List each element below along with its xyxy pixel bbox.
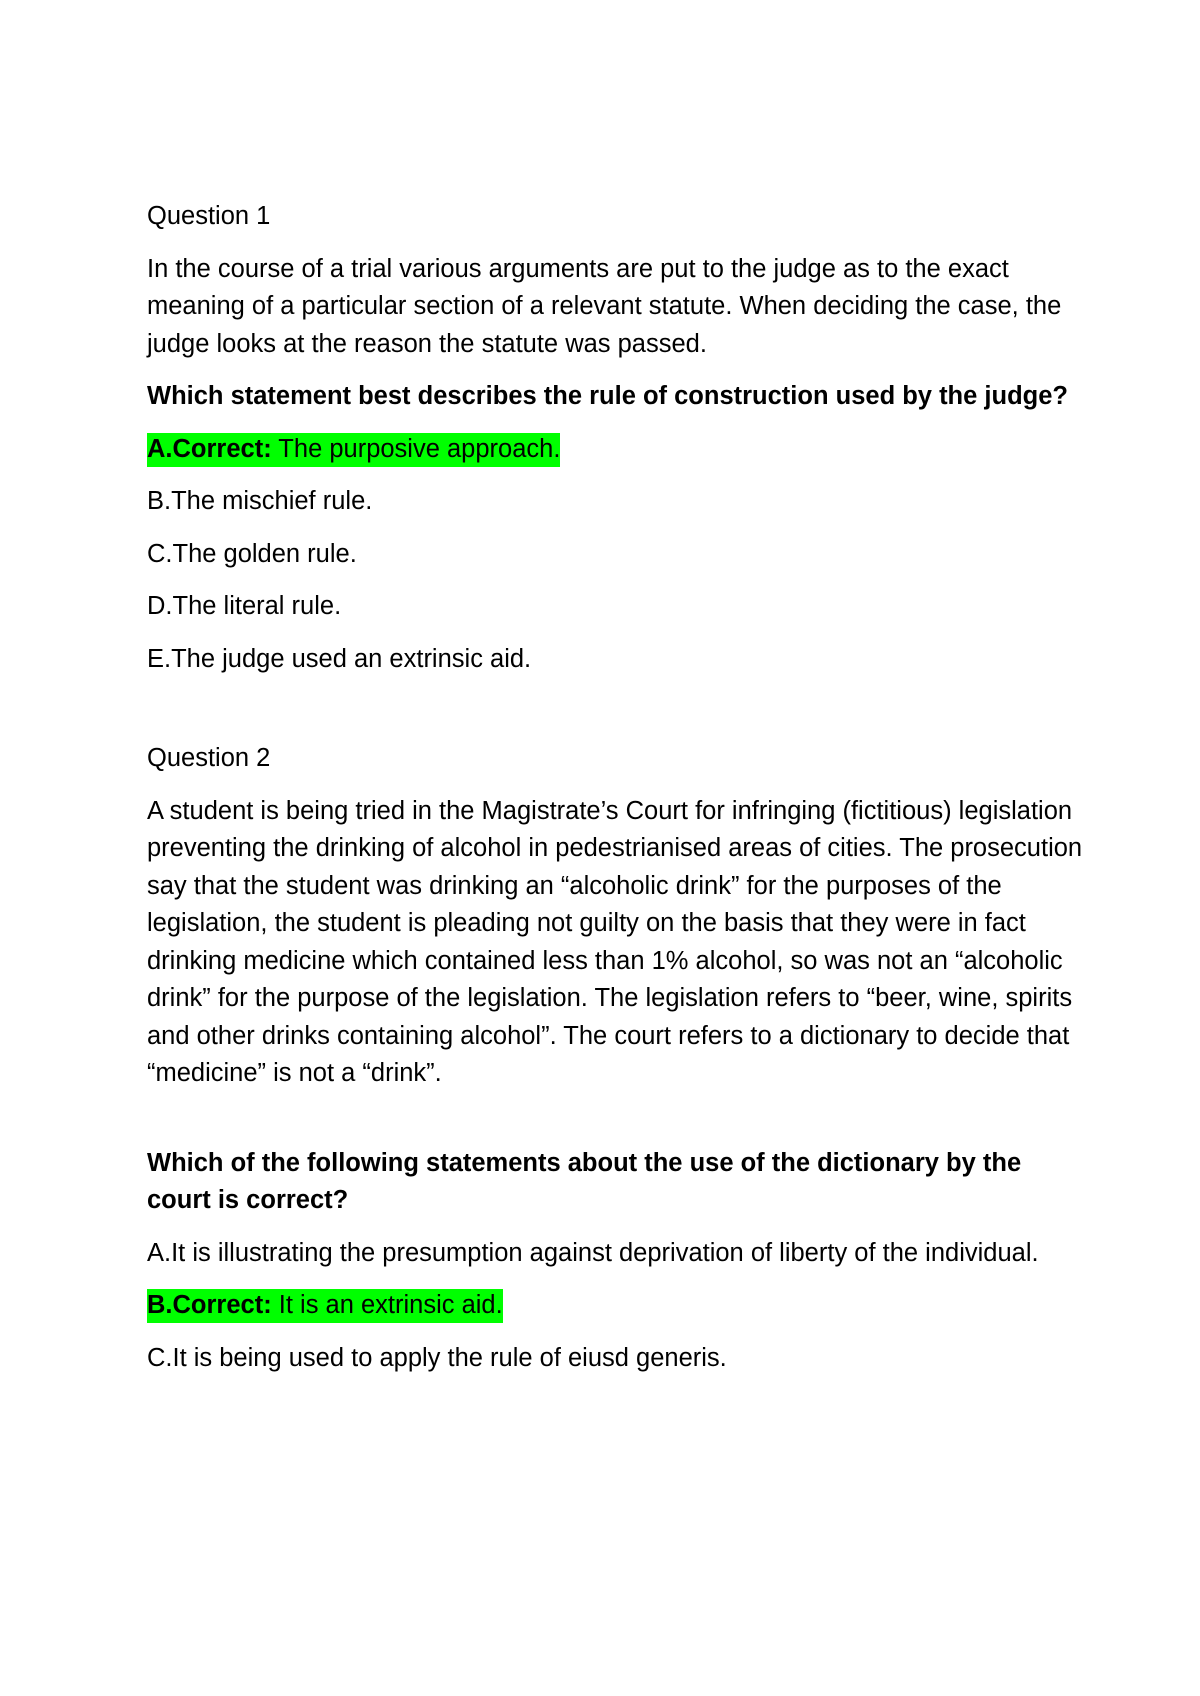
question-spacer bbox=[147, 693, 1087, 740]
option-letter: A. bbox=[147, 1238, 172, 1267]
option-letter: A. bbox=[147, 434, 173, 463]
option-c bbox=[147, 536, 1087, 574]
question-2 bbox=[147, 740, 1087, 1377]
option-e bbox=[147, 641, 1087, 679]
question-heading: Question 1 bbox=[147, 202, 271, 230]
question-scenario: In the course of a trial various arguments are put to the judge as to the exact meaning of a particular section of a relevant statute. When deciding the case, the judge looks at the reason the statute was passed. bbox=[147, 254, 1062, 358]
option-b bbox=[147, 1287, 1087, 1325]
option-text: The purposive approach. bbox=[271, 434, 561, 463]
option-a bbox=[147, 1235, 1087, 1273]
question-1 bbox=[147, 198, 1087, 678]
question-scenario: A student is being tried in the Magistrate’s Court for infringing (fictitious) legislation preventing the drinking of alcohol in pedestrianised areas of cities. The prosecution say that the student was drinking an “alcoholic drink” for the purposes of the legislation, the student is pleading not guilty on the basis that they were in fact drinking medicine which contained less than 1% alcohol, so was not an “alcoholic drink” for the purpose of the legislation. The legislation refers to “beer, wine, spirits and other drinks containing alcohol”. The court refers to a dictionary to decide that “medicine” is not a “drink”. bbox=[147, 796, 1083, 1087]
prompt-spacer bbox=[147, 1108, 1087, 1145]
option-text: The golden rule. bbox=[172, 539, 357, 568]
correct-label: Correct: bbox=[172, 1291, 272, 1319]
option-text: It is an extrinsic aid. bbox=[271, 1291, 503, 1319]
question-heading: Question 2 bbox=[147, 744, 271, 772]
option-letter: D. bbox=[147, 592, 173, 620]
option-letter: C. bbox=[147, 1343, 173, 1372]
document-page bbox=[147, 198, 1087, 1392]
question-prompt: Which of the following statements about the use of the dictionary by the court is correct? bbox=[147, 1148, 1022, 1214]
option-text: The literal rule. bbox=[172, 592, 342, 620]
option-text: It is illustrating the presumption against deprivation of liberty of the individual. bbox=[171, 1238, 1039, 1267]
option-a bbox=[147, 431, 1087, 469]
option-b bbox=[147, 483, 1087, 521]
correct-label: Correct: bbox=[172, 434, 272, 463]
correct-answer-highlight bbox=[147, 1289, 503, 1323]
option-letter: B. bbox=[147, 1291, 173, 1319]
option-letter: B. bbox=[147, 487, 172, 515]
option-letter: C. bbox=[147, 539, 173, 568]
question-prompt: Which statement best describes the rule of construction used by the judge? bbox=[147, 382, 1068, 410]
option-text: The mischief rule. bbox=[171, 487, 373, 515]
option-c bbox=[147, 1340, 1087, 1378]
correct-answer-highlight bbox=[147, 433, 560, 467]
option-d bbox=[147, 588, 1087, 626]
option-letter: E. bbox=[147, 644, 172, 673]
option-text: It is being used to apply the rule of eiusd generis. bbox=[172, 1343, 727, 1372]
option-text: The judge used an extrinsic aid. bbox=[171, 644, 532, 673]
